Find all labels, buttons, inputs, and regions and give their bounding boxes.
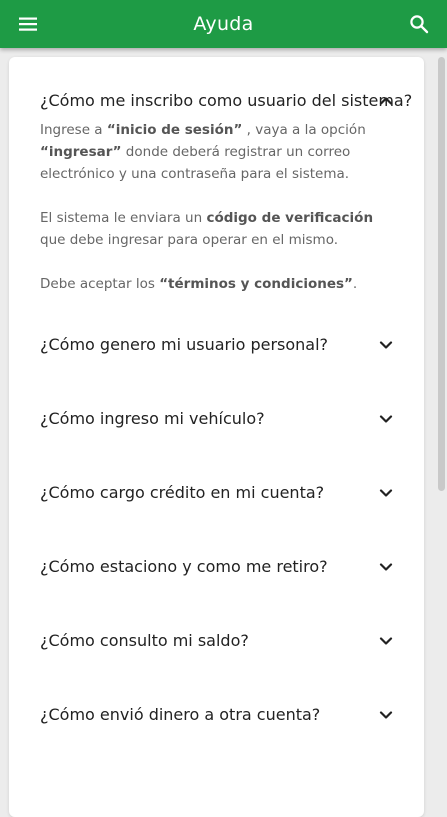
answer-text: . — [352, 276, 358, 292]
hamburger-menu-icon — [18, 16, 38, 32]
faq-item — [40, 473, 395, 513]
faq-card — [9, 57, 424, 817]
answer-text: Ingrese a — [40, 122, 107, 138]
faq-question: ¿Cómo consulto mi saldo? — [40, 631, 249, 650]
app-bar — [0, 0, 447, 48]
faq-question: ¿Cómo me inscribo como usuario del sistema? — [40, 91, 413, 110]
faq-question-header[interactable] — [40, 325, 395, 365]
faq-question: ¿Cómo envió dinero a otra cuenta? — [40, 705, 321, 724]
answer-paragraph — [40, 273, 395, 295]
answer-text: donde deberá registrar un correo electrónico y una contraseña para el sistema. — [40, 144, 351, 182]
faq-item — [40, 81, 413, 292]
chevron-down-icon[interactable] — [377, 336, 395, 354]
faq-answer — [40, 119, 395, 317]
page-title: Ayuda — [193, 13, 254, 35]
answer-bold-text: “términos y condiciones” — [159, 276, 353, 292]
search-button[interactable] — [403, 8, 435, 40]
chevron-down-icon[interactable] — [377, 706, 395, 724]
faq-question-header[interactable] — [40, 695, 395, 735]
chevron-down-icon[interactable] — [377, 484, 395, 502]
answer-bold-text: “ingresar” — [40, 144, 122, 160]
answer-paragraph — [40, 207, 395, 251]
answer-text: El sistema le enviara un — [40, 210, 207, 226]
faq-question: ¿Cómo estaciono y como me retiro? — [40, 557, 328, 576]
chevron-down-icon[interactable] — [377, 410, 395, 428]
answer-text: , vaya a la opción — [242, 122, 366, 138]
answer-bold-text: código de verificación — [206, 210, 374, 226]
faq-content[interactable] — [0, 48, 447, 726]
faq-question-header[interactable] — [40, 621, 395, 661]
faq-item — [40, 547, 395, 587]
answer-paragraph — [40, 119, 395, 185]
faq-question: ¿Cómo ingreso mi vehículo? — [40, 409, 265, 428]
chevron-down-icon[interactable] — [377, 558, 395, 576]
menu-button[interactable] — [12, 8, 44, 40]
faq-item — [40, 325, 395, 365]
faq-question-header[interactable] — [40, 547, 395, 587]
faq-question-header[interactable] — [40, 81, 413, 121]
faq-question: ¿Cómo genero mi usuario personal? — [40, 335, 329, 354]
answer-bold-text: “inicio de sesión” — [106, 122, 243, 138]
answer-text: Debe aceptar los — [40, 276, 160, 292]
search-icon — [409, 14, 429, 34]
faq-item — [40, 621, 395, 661]
answer-text: que debe ingresar para operar en el mismo. — [40, 232, 339, 248]
chevron-down-icon[interactable] — [377, 632, 395, 650]
faq-question-header[interactable] — [40, 399, 395, 439]
chevron-up-icon[interactable] — [377, 92, 395, 110]
faq-question: ¿Cómo cargo crédito en mi cuenta? — [40, 483, 325, 502]
scrollbar-thumb[interactable] — [438, 57, 445, 491]
faq-question-header[interactable] — [40, 473, 395, 513]
faq-item — [40, 695, 395, 735]
faq-item — [40, 399, 395, 439]
